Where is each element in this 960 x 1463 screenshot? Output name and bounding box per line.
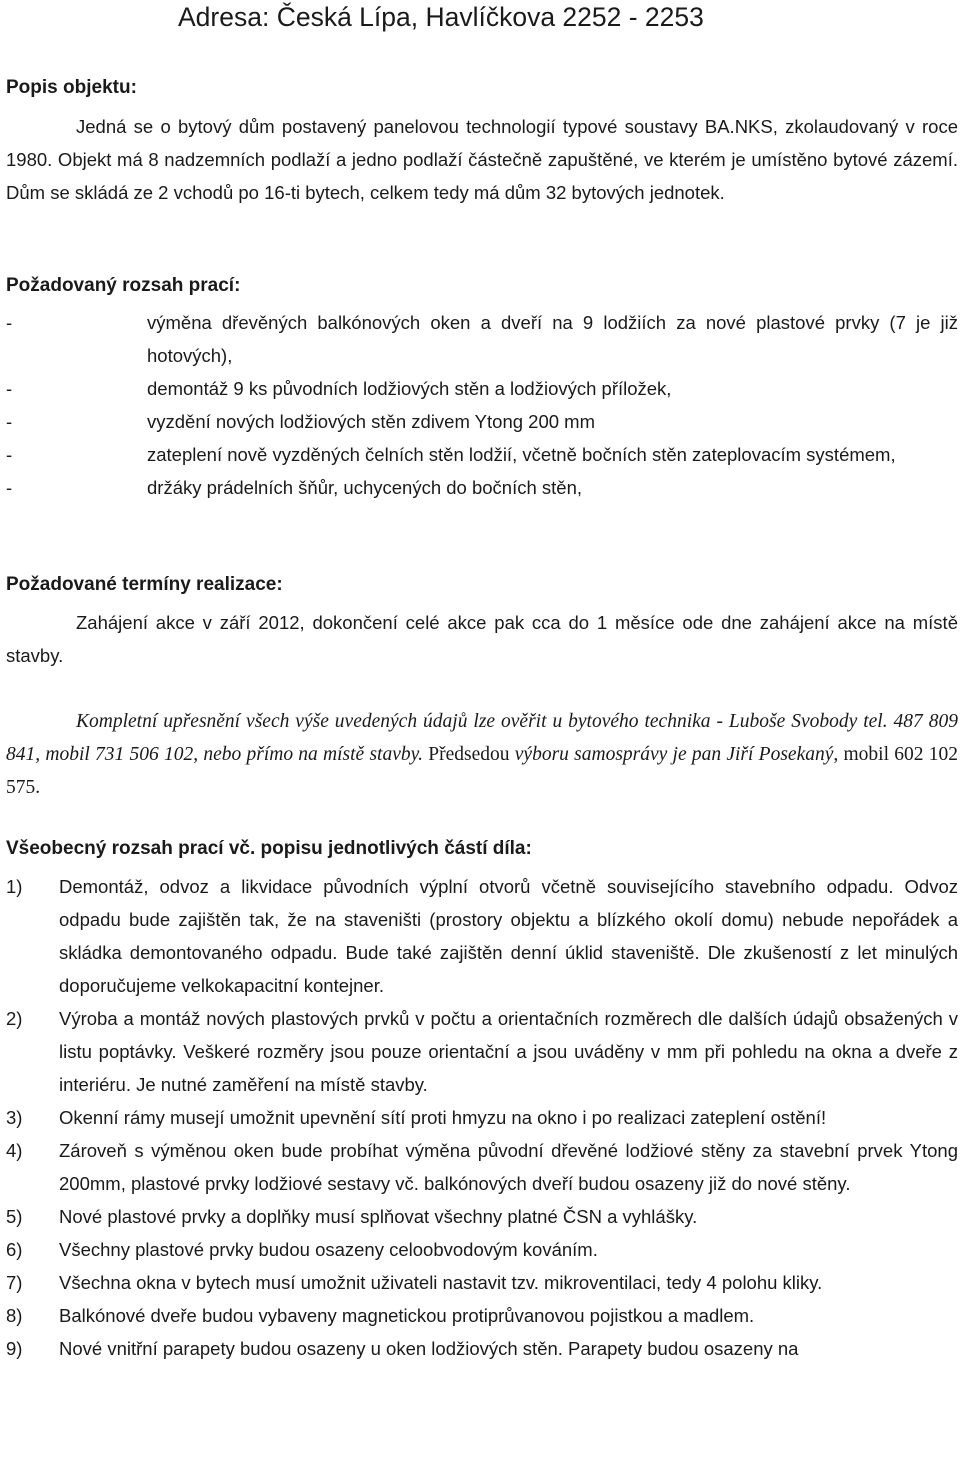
- list-item-number: 6): [6, 1239, 23, 1260]
- list-item: [6, 438, 958, 471]
- list-item: [6, 870, 958, 1002]
- list-item: [6, 1266, 958, 1299]
- heading-vseobecny-rozsah: Všeobecný rozsah prací vč. popisu jednotlivých částí díla:: [6, 838, 532, 859]
- list-item: [6, 1002, 958, 1101]
- kontakt-text-italic: výboru samosprávy je pan Jiří Posekaný: [509, 744, 834, 765]
- list-item: [6, 405, 958, 438]
- list-item-text: výměna dřevěných balkónových oken a dveří na 9 lodžiích za nové plastové prvky (7 je již hotových),: [147, 312, 958, 366]
- list-item: [6, 1101, 958, 1134]
- list-item-number: 7): [6, 1272, 23, 1293]
- list-item-text: Nové vnitřní parapety budou osazeny u oken lodžiových stěn. Parapety budou osazeny na: [59, 1338, 799, 1359]
- list-dash: -: [6, 411, 13, 432]
- paragraph-terminy: Zahájení akce v září 2012, dokončení celé akce pak cca do 1 měsíce ode dne zahájení akce na místě stavby.: [6, 612, 958, 666]
- list-item-text: vyzdění nových lodžiových stěn zdivem Ytong 200 mm: [147, 411, 595, 432]
- list-pozadovany-rozsah: [6, 306, 958, 504]
- list-item-text: Zároveň s výměnou oken bude probíhat výměna původní dřevěné lodžiové stěny za stavební prvek Ytong 200mm, plastové prvky lodžiové sestavy vč. balkónových dveří budou osazeny již do nové stěny.: [59, 1140, 958, 1194]
- kontakt-text-italic: Kompletní upřesnění všech výše uvedených údajů lze ověřit u bytového technika - Luboše Svobody tel. 487 809 841, mobil 731 506 102, nebo přímo na místě stavby.: [6, 711, 958, 765]
- list-vseobecny-rozsah: [6, 870, 958, 1365]
- list-item-text: Demontáž, odvoz a likvidace původních výplní otvorů včetně souvisejícího stavebního odpadu. Odvoz odpadu bude zajištěn tak, že na staveništi (prostory objektu a blízkého okolí domu) nebude nepořádek a skládka demontovaného odpadu. Bude také zajištěn denní úklid staveniště. Dle zkušeností z let minulých doporučujeme velkokapacitní kontejner.: [59, 876, 958, 996]
- list-item: [6, 1134, 958, 1200]
- list-item: [6, 1200, 958, 1233]
- list-item: [6, 372, 958, 405]
- list-dash: -: [6, 312, 13, 333]
- kontakt-text-plain: Předsedou: [428, 744, 510, 765]
- list-item: [6, 471, 958, 504]
- list-item-number: 5): [6, 1206, 23, 1227]
- list-item-number: 9): [6, 1338, 23, 1359]
- list-item-number: 3): [6, 1107, 23, 1128]
- kontakt-text-plain: , mobil 602 102 575.: [6, 744, 958, 798]
- list-item: [6, 1299, 958, 1332]
- paragraph-popis-objektu: Jedná se o bytový dům postavený panelovou technologií typové soustavy BA.NKS, zkolaudovaný v roce 1980. Objekt má 8 nadzemních podlaží a jedno podlaží částečně zapuštěné, ve kterém je umístěno bytové zázemí. Dům se skládá ze 2 vchodů po 16-ti bytech, celkem tedy má dům 32 bytových jednotek.: [6, 116, 958, 203]
- list-item: [6, 1332, 958, 1365]
- list-item-text: Výroba a montáž nových plastových prvků v počtu a orientačních rozměrech dle dalších údajů obsažených v listu poptávky. Veškeré rozměry jsou pouze orientační a jsou uváděny v mm při pohledu na okna a dveře z interiéru. Je nutné zaměření na místě stavby.: [59, 1008, 958, 1095]
- list-item-text: Všechny plastové prvky budou osazeny celoobvodovým kováním.: [59, 1239, 598, 1260]
- document-title: Adresa: Česká Lípa, Havlíčkova 2252 - 2253: [178, 2, 704, 32]
- list-dash: -: [6, 477, 13, 498]
- list-item: [6, 1233, 958, 1266]
- list-dash: -: [6, 378, 13, 399]
- list-item-number: 8): [6, 1305, 23, 1326]
- list-item-text: Okenní rámy musejí umožnit upevnění sítí proti hmyzu na okno i po realizaci zateplení ostění!: [59, 1107, 827, 1128]
- list-item-number: 2): [6, 1008, 23, 1029]
- paragraph-kontakt: [6, 705, 958, 804]
- heading-popis-objektu: Popis objektu:: [6, 77, 137, 98]
- list-item-text: Všechna okna v bytech musí umožnit uživateli nastavit tzv. mikroventilaci, tedy 4 polohu kliky.: [59, 1272, 823, 1293]
- list-item-text: zateplení nově vyzděných čelních stěn lodžií, včetně bočních stěn zateplovacím systémem,: [147, 444, 896, 465]
- list-item-text: držáky prádelních šňůr, uchycených do bočních stěn,: [147, 477, 583, 498]
- list-item-text: Nové plastové prvky a doplňky musí splňovat všechny platné ČSN a vyhlášky.: [59, 1206, 698, 1227]
- list-item-text: Balkónové dveře budou vybaveny magnetickou protiprůvanovou pojistkou a madlem.: [59, 1305, 755, 1326]
- list-dash: -: [6, 444, 13, 465]
- list-item-text: demontáž 9 ks původních lodžiových stěn a lodžiových příložek,: [147, 378, 672, 399]
- heading-pozadovany-rozsah: Požadovaný rozsah prací:: [6, 275, 241, 296]
- list-item: [6, 306, 958, 372]
- list-item-number: 4): [6, 1140, 23, 1161]
- heading-pozadovane-terminy: Požadované termíny realizace:: [6, 574, 283, 595]
- list-item-number: 1): [6, 876, 23, 897]
